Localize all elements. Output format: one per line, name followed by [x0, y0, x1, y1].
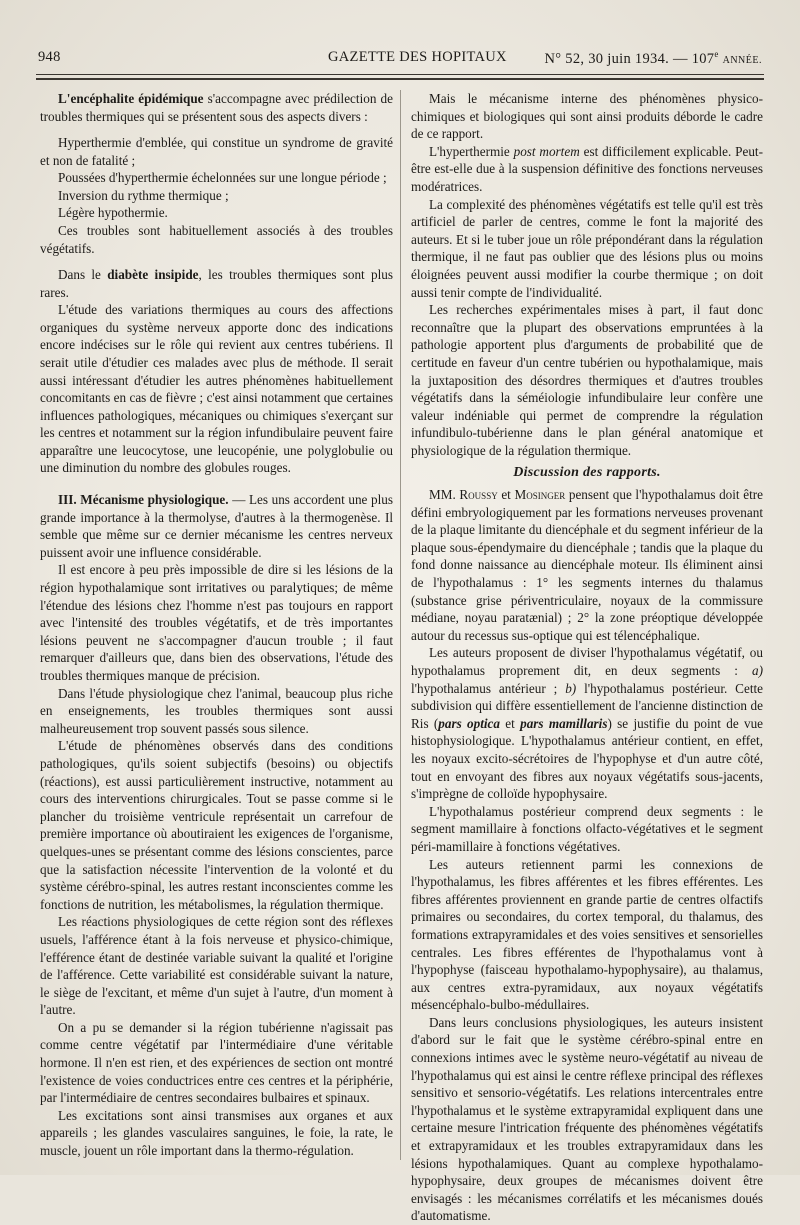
- paragraph: Les recherches expérimentales mises à part, il faut donc reconnaître que la plupart des observations empruntées à la pathologie apportent plus d'arguments de probabilité que de certitude en faveur d'un centre tubérien ou hypothalamique, mais la juxtaposition des désordres thermiques et d'autres troubles végétatifs dans la séméiologie infundibulaire leur confère une valeur indéniable qui permet de comprendre la régulation infundibulo-tubérienne dans le plan général anatomique et physiologique de la régulation thermique.: [411, 302, 763, 458]
- paragraph: L'étude de phénomènes observés dans des conditions pathologiques, qu'ils soient subjectifs (besoins) ou objectifs (réactions), est aussi particulièrement instructive, notamment au cours des interventions chirurgicales. Tout se passe comme si le plancher du troisième ventricule représentait un carrefour de première importance où aboutiraient les exigences de l'organisme, quelques-unes se présentant comme des lésions conscientes, parce que la satisfaction nécessite l'intervention de la volonté et du système cérébro-spinal, les autres restant inconscientes comme les fonctions de nutrition, les métabolismes, la régulation thermique.: [40, 738, 393, 912]
- header-rule-thin: [36, 74, 764, 75]
- paragraph: Poussées d'hyperthermie échelonnées sur une longue période ;: [58, 170, 387, 186]
- paragraph: L'hypothalamus postérieur comprend deux segments : le segment mamillaire à fonctions olfacto-végétatives et le segment péri-mamillaire à fonctions végétatives.: [411, 803, 763, 854]
- right-column: [411, 90, 763, 1225]
- paragraph: Inversion du rythme thermique ;: [58, 187, 229, 203]
- column-divider: [400, 90, 401, 1160]
- paragraph: Les réactions physiologiques de cette région sont des réflexes usuels, l'afférence étant à la fois nerveuse et physico-chimique, l'efférence étant de destinée variable suivant la qualité et l'origine de l'afférence. Cette variabilité est considérable suivant la nature, le siège de l'excitant, et même d'un sujet à l'autre, d'un moment à l'autre.: [40, 914, 393, 1018]
- paragraph: La complexité des phénomènes végétatifs est telle qu'il est très artificiel de parler de centres, comme le font la majorité des auteurs. Et si le tuber joue un rôle prépondérant dans la régulation thermique, il ne faut pas oublier que des lésions plus ou moins éloignées peuvent aussi modifier la courbe thermique ; on doit aussi tenir compte de l'individualité.: [411, 196, 763, 300]
- paragraph: Ces troubles sont habituellement associés à des troubles végétatifs.: [40, 222, 393, 256]
- paragraph: Les excitations sont ainsi transmises aux organes et aux appareils ; les glandes vasculaires sanguines, le foie, la rate, le muscle, jouent un rôle important dans la thermo-régulation.: [40, 1107, 393, 1159]
- paragraph: Hyperthermie d'emblée, qui constitue un syndrome de gravité et non de fatalité ;: [40, 134, 393, 168]
- paragraph: Il est encore à peu près impossible de dire si les lésions de la région hypothalamique sont irritatives ou paralytiques; de même l'étendue des lésions chez l'homme n'est pas toujours en rapport avec l'intensité des troubles végétatifs, et de très importantes lésions peuvent ne s'accompagner d'aucun trouble ; il faut remarquer d'ailleurs que, dans bien des observations, l'étude des troubles thermiques manque de précision.: [40, 562, 393, 683]
- section-paragraph: III. Mécanisme physiologique. — Les uns accordent une plus grande importance à la thermolyse, d'autres à la thermogenèse. Il semble que même sur ce dernier mécanisme les centres nerveux puissent avoir une influence considérable.: [40, 492, 393, 560]
- paragraph: Mais le mécanisme interne des phénomènes physico-chimiques et biologiques qui sont ainsi produits déborde le cadre de ce rapport.: [411, 91, 763, 142]
- paragraph: L'encéphalite épidémique s'accompagne avec prédilection de troubles thermiques qui se présentent sous des aspects divers :: [40, 91, 393, 124]
- issue-info: N° 52, 30 juin 1934. — 107e ANNÉE.: [544, 49, 762, 67]
- paragraph: L'étude des variations thermiques au cours des affections organiques du système nerveux apporte donc des indications encore indécises sur le rôle qui revient aux centres tubériens. Il serait utile d'étudier ces malades avec plus de méthode. Il serait aussi intéressant d'étudier les autres phénomènes habituellement concomitants en cas de fièvre ; c'est ainsi notamment que certaines influences pathologiques, mécaniques ou chimiques s'exerçant sur les centres et notamment sur la région infundibulaire peuvent faire apparaître une leucocytose, une leucopénie, une polyglobulie ou une diminution du nombre des globules rouges.: [40, 302, 393, 476]
- section-heading: Discussion des rapports.: [513, 465, 661, 481]
- header-rule-thick: [36, 78, 764, 80]
- paragraph: Légère hypothermie.: [58, 205, 168, 221]
- paragraph: MM. Roussy et Mosinger pensent que l'hypothalamus doit être défini embryologiquement par les formations nerveuses provenant de la plaque limitante du diencéphale et du segment inférieur de la plaque sous-épendymaire du diencéphale ; tandis que la plaque du fond donne naissance au diencéphale moteur. Ils éliminent ainsi de l'hypothalamus : 1° les segments internes du thalamus (substance grise périventriculaire, noyaux de la commissure médiane, noyau paratænial) ; 2° la zone préoptique développée autour du recessus sus-optique qui est télencéphalique.: [411, 487, 763, 643]
- paragraph: L'hyperthermie post mortem est difficilement explicable. Peut-être est-elle due à la suspension définitive des fonctions nerveuses modératrices.: [411, 143, 763, 194]
- running-header: [38, 49, 762, 71]
- page-number: 948: [38, 49, 61, 65]
- journal-title: GAZETTE DES HOPITAUX: [328, 49, 507, 65]
- paragraph: Les auteurs retiennent parmi les connexions de l'hypothalamus, les fibres afférentes et les fibres efférentes. Les fibres afférentes proviennent en grande partie de centres olfactifs primaires ou secondaires, du cortex temporal, du thalamus, des formations extrapyramidales et des voies sensitives et sensorielles centrales. Les fibres efférentes de l'hypothalamus vont à l'hypophyse (faisceau hypothalamo-hypophysaire), au thalamus, aux centres extra-pyramidaux, aux noyaux végétatifs mésencéphalo-bulbo-médullaires.: [411, 856, 763, 1013]
- paragraph: Les auteurs proposent de diviser l'hypothalamus végétatif, ou hypothalamus proprement dit, en deux segments : a) l'hypothalamus antérieur ; b) l'hypothalamus postérieur. Cette subdivision qui diffère essentiellement de l'ancienne distinction de Ris (pars optica et pars mamillaris) se justifie du point de vue histophysiologique. L'hypothalamus antérieur contient, en effet, les noyaux excito-sécrétoires de l'hypophyse et d'un autre côté, tout en envoyant des fibres aux noyaux végétatifs sous-jacents, s'imprègne de colloïde hypophysaire.: [411, 645, 764, 802]
- paragraph: Dans le diabète insipide, les troubles thermiques sont plus rares.: [40, 266, 394, 300]
- left-column: [40, 90, 393, 1160]
- paragraph: Dans l'étude physiologique chez l'animal, beaucoup plus riche en enseignements, les troubles thermiques sont aussi malheureusement trop souvent passés sous silence.: [40, 685, 393, 736]
- paragraph: On a pu se demander si la région tubérienne n'agissait pas comme centre végétatif par l'intermédiaire d'une véritable hormone. Il n'en est rien, et des expériences de section ont montré l'existence de voies conductrices entre ces centres et la périphérie, par l'intermédiaire de centres secondaires bulbaires et spinaux.: [40, 1019, 393, 1106]
- paragraph: Dans leurs conclusions physiologiques, les auteurs insistent d'abord sur le fait que le système cérébro-spinal entre en connexions intimes avec le système neuro-végétatif au niveau de l'hypothalamus qui est ainsi le centre réflexe principal des réflexes sensitivo et sensorio-végétatifs. Les relations intercentrales entre l'hypothalamus et le système extrapyramidal expliquent dans une certaine mesure l'intrication fréquente des phénomènes végétatifs et extrapyramidaux et les troubles extrapyramidaux dans les lésions hypothalamiques. Quant au complexe hypothalamo-hypophysaire, deux groupes de mécanismes doivent être envisagés : les mécanismes corrélatifs et les mécanismes doués d'automatisme.: [411, 1014, 763, 1224]
